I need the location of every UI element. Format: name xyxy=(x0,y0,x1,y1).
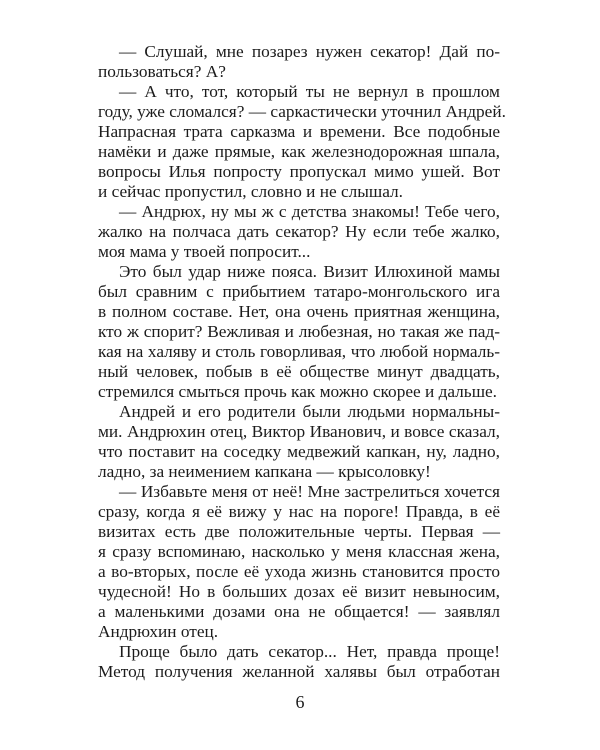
text-line-22: ладно, за неимением капкана — крысоловку! xyxy=(98,462,431,481)
text-line-6: намёки и даже прямые, как железнодорожная шпала, xyxy=(98,142,500,161)
text-line-9: — Андрюх, ну мы ж с детства знакомы! Тебе чего, xyxy=(119,202,500,221)
text-line-4: году, уже сломался? — саркастически уточнил Андрей. xyxy=(98,102,506,121)
text-line-11: моя мама у твоей попросит... xyxy=(98,242,311,261)
text-line-26: я сразу вспоминаю, насколько у меня классная жена, xyxy=(98,542,500,561)
text-line-13: был сравним с прибытием татаро-монгольского ига xyxy=(98,282,500,301)
text-line-8: и сейчас пропустил, словно и не слышал. xyxy=(98,182,403,201)
text-line-15: кто ж спорит? Вежливая и любезная, но такая же пад- xyxy=(98,322,500,341)
text-line-10: жалко на полчаса дать секатор? Ну если тебе жалко, xyxy=(98,222,500,241)
text-line-24: сразу, когда я её вижу у нас на пороге! Правда, в её xyxy=(98,502,500,521)
text-line-5: Напрасная трата сарказма и времени. Все подобные xyxy=(98,122,500,141)
text-line-14: в полном составе. Нет, она очень приятная женщина, xyxy=(98,302,500,321)
text-line-28: чудесной! Но в больших дозах её визит невыносим, xyxy=(98,582,500,601)
text-line-23: — Избавьте меня от неё! Мне застрелиться хочется xyxy=(119,482,500,501)
text-line-17: ный человек, побыв в её обществе минут двадцать, xyxy=(98,362,500,381)
text-line-7: вопросы Илья попросту пропускал мимо ушей. Вот xyxy=(98,162,500,181)
text-line-3: — А что, тот, который ты не вернул в прошлом xyxy=(119,82,500,101)
text-line-31: Проще было дать секатор... Нет, правда проще! xyxy=(119,642,500,661)
text-line-12: Это был удар ниже пояса. Визит Илюхиной мамы xyxy=(119,262,500,281)
text-line-21: что поставит на соседку медвежий капкан, ну, ладно, xyxy=(98,442,500,461)
text-line-2: пользоваться? А? xyxy=(98,62,226,81)
text-line-20: ми. Андрюхин отец, Виктор Иванович, и вовсе сказал, xyxy=(98,422,500,441)
text-line-30: Андрюхин отец. xyxy=(98,622,219,641)
text-line-27: а во-вторых, после её ухода жизнь становится просто xyxy=(98,562,500,581)
text-line-32: Метод получения желанной халявы был отработан xyxy=(98,662,500,681)
text-line-25: визитах есть две положительные черты. Первая — xyxy=(98,522,500,541)
text-line-16: кая на халяву и столь говорливая, что любой нормаль- xyxy=(98,342,500,361)
text-line-18: стремился смыться прочь как можно скорее и дальше. xyxy=(98,382,497,401)
text-line-19: Андрей и его родители были людьми нормальны- xyxy=(119,402,500,421)
page-number: 6 xyxy=(295,692,305,712)
page-body xyxy=(98,42,506,692)
text-line-1: — Слушай, мне позарез нужен секатор! Дай по- xyxy=(119,42,500,61)
text-line-29: а маленькими дозами она не общается! — заявлял xyxy=(98,602,500,621)
